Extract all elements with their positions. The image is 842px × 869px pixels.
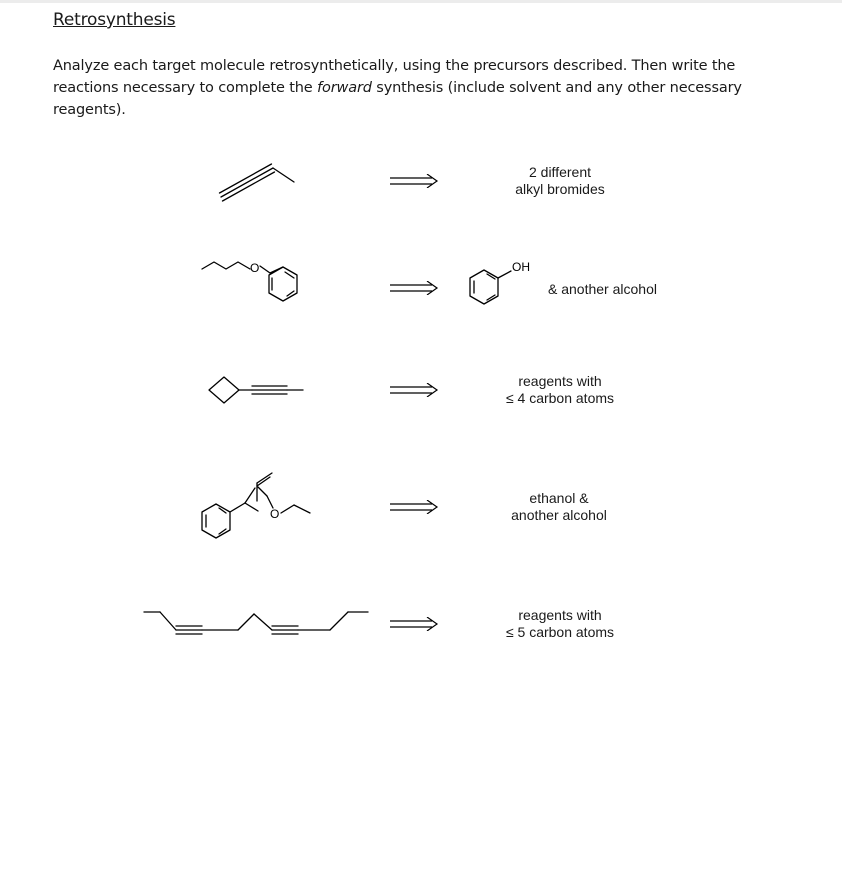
precursor-2 <box>548 281 673 298</box>
target-molecule-2 <box>198 250 323 312</box>
precursor-1-line-2: alkyl bromides <box>515 181 605 197</box>
precursor-5-line-1: reagents with <box>518 607 602 623</box>
precursor-4-line-2: another alcohol <box>511 507 607 523</box>
instructions-text-2: synthesis (include solvent and any other necessary reagents). <box>53 80 742 118</box>
target-4-oxygen-label: O <box>270 507 280 521</box>
instructions-paragraph <box>53 55 783 121</box>
precursor-3-line-2: ≤ 4 carbon atoms <box>505 390 615 406</box>
retro-arrow-1 <box>390 174 440 188</box>
retro-arrow-2 <box>390 281 440 295</box>
precursor-5 <box>500 607 620 641</box>
instructions-text-1: Analyze each target molecule retrosynthetically, using the precursors described. Then write the reactions necessary to complete the <box>53 58 736 96</box>
retro-arrow-3 <box>390 383 440 397</box>
target-molecule-3 <box>205 372 315 410</box>
page-title: Retrosynthesis <box>53 10 176 30</box>
precursor-2-line-1: & another alcohol <box>548 281 657 297</box>
precursor-molecule-2 <box>465 258 545 313</box>
top-divider <box>0 0 842 3</box>
target-2-oxygen-label: O <box>250 261 260 275</box>
precursor-3 <box>500 373 620 407</box>
instructions-emphasis: forward <box>317 80 372 96</box>
precursor-1 <box>504 164 616 198</box>
precursor-2-hydroxyl-label: OH <box>512 260 530 274</box>
target-molecule-5 <box>140 605 380 640</box>
precursor-4 <box>500 490 618 524</box>
precursor-1-line-1: 2 different <box>528 164 591 180</box>
retro-arrow-5 <box>390 617 440 631</box>
target-molecule-4 <box>195 465 330 547</box>
precursor-4-line-1: ethanol & <box>529 490 589 506</box>
target-molecule-1 <box>215 160 305 205</box>
retro-arrow-4 <box>390 500 440 514</box>
precursor-3-line-1: reagents with <box>518 373 602 389</box>
precursor-5-line-2: ≤ 5 carbon atoms <box>505 624 615 640</box>
